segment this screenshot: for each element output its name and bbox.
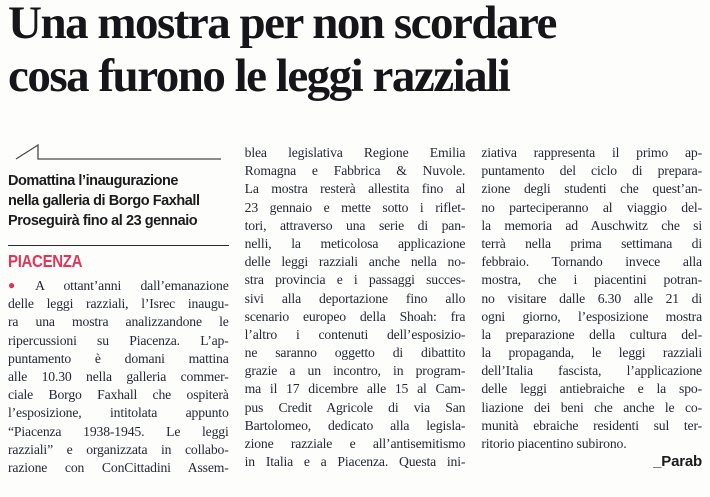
body-line: Romagna e Fabbrica & Nuvole. — [244, 163, 466, 179]
body-line: ra una mostra analizzandone le — [8, 314, 229, 330]
body-line: puntamento è domani mattina — [8, 350, 229, 366]
body-line: razione con ConCittadini Assem- — [8, 459, 229, 475]
body-line: alle 10.30 nella galleria commer- — [8, 368, 229, 384]
body-line: razziali” e organizzata in collabo- — [8, 441, 229, 457]
kicker-label: PIACENZA — [8, 251, 83, 271]
body-line: ne saranno oggetto di dibattito — [244, 345, 466, 361]
body-line: stra provincia e i passaggi succes- — [244, 272, 466, 288]
body-line: “Piacenza 1938-1945. Le leggi — [8, 423, 229, 439]
headline-line: cosa furono le leggi razziali — [8, 50, 510, 102]
body-line: no parteciperanno al viaggio del- — [481, 199, 702, 215]
body-line: sivi alla deportazione fino allo — [244, 290, 466, 306]
body-line: ● A ottant’anni dall’emanazione — [8, 278, 229, 293]
body-line: dell’Italia fascista, l’applicazione — [481, 363, 702, 379]
body-line: no visitare dalle 6.30 alle 21 di — [481, 290, 702, 306]
body-line: in Italia e a Piacenza. Questa ini- — [244, 454, 466, 470]
subhead-line: Proseguirà fino al 23 gennaio — [8, 213, 198, 229]
bullet-icon: ● — [8, 278, 32, 292]
body-line: terrà nella prima settimana di — [481, 235, 702, 251]
body-line: ripercussioni su Piacenza. L’ap- — [8, 332, 229, 348]
body-line: tori, attraverso una serie di pan- — [244, 217, 466, 233]
body-line: la preparazione della cultura del- — [481, 326, 702, 342]
body-column-2 — [245, 144, 466, 471]
body-line: delle leggi antiebraiche e la spo- — [481, 381, 702, 397]
body-line: l’altro i contenuti dell’esposizio- — [244, 326, 466, 342]
body-line: mostra, che i piacentini potran- — [481, 272, 702, 288]
column-middle — [245, 141, 466, 471]
subhead-line: Domattina l’inaugurazione — [8, 173, 179, 189]
kicker-rule-icon — [8, 143, 222, 160]
body-line: l’esposizione, intitolata appunto — [8, 405, 229, 421]
body-line: nelli, la meticolosa applicazione — [244, 235, 466, 251]
body-line: la memoria ad Auschwitz che si — [481, 217, 702, 233]
body-line: zione degli studenti che quest’an- — [481, 181, 702, 197]
article-subhead — [8, 171, 229, 231]
body-line: ritorio piacentino subirono. — [481, 436, 627, 451]
body-line: zione razziale e all’antisemitismo — [244, 436, 466, 451]
body-line: pus Credit Agricole di via San — [244, 399, 466, 415]
body-line: delle leggi razziali, l’Isrec inaugu- — [8, 296, 229, 312]
body-line: La mostra resterà allestita fino al — [244, 181, 466, 197]
column-right — [481, 141, 702, 470]
section-divider — [8, 245, 229, 246]
body-line: scenario europeo della Shoah: fra — [244, 308, 466, 324]
article-headline — [0, 0, 710, 103]
body-line: 23 gennaio e mette sotto i riflet- — [244, 199, 466, 215]
subhead-line: nella galleria di Borgo Faxhall — [8, 193, 200, 209]
article-columns — [0, 141, 710, 477]
body-column-3 — [481, 144, 702, 453]
body-line: delle leggi razziali anche nella no- — [244, 254, 466, 270]
body-line: munità ebraiche residenti sul ter- — [481, 417, 702, 433]
body-line: ogni giorno, l’esposizione mostra — [481, 308, 702, 324]
headline-line: Una mostra per non scordare — [8, 0, 556, 49]
byline: _Parab — [653, 453, 702, 471]
body-line: ziativa rappresenta il primo ap- — [481, 145, 702, 160]
body-line: ma il 17 dicembre alle 15 al Cam- — [244, 381, 466, 397]
body-line: la propaganda, le leggi razziali — [481, 345, 702, 361]
body-line: Bartolomeo, dedicato alla legisla- — [244, 417, 466, 433]
body-line: ciale Borgo Faxhall che ospiterà — [8, 387, 229, 403]
body-line: grazie a un incontro, in program- — [244, 363, 466, 379]
body-line: puntamento del ciclo di prepara- — [481, 163, 702, 179]
body-line: blea legislativa Regione Emilia — [244, 145, 466, 160]
column-left — [8, 141, 229, 477]
body-line: febbraio. Tornando invece alla — [481, 254, 702, 270]
body-line: liazione dei beni che anche le co- — [481, 399, 702, 415]
body-column-1 — [8, 277, 229, 477]
